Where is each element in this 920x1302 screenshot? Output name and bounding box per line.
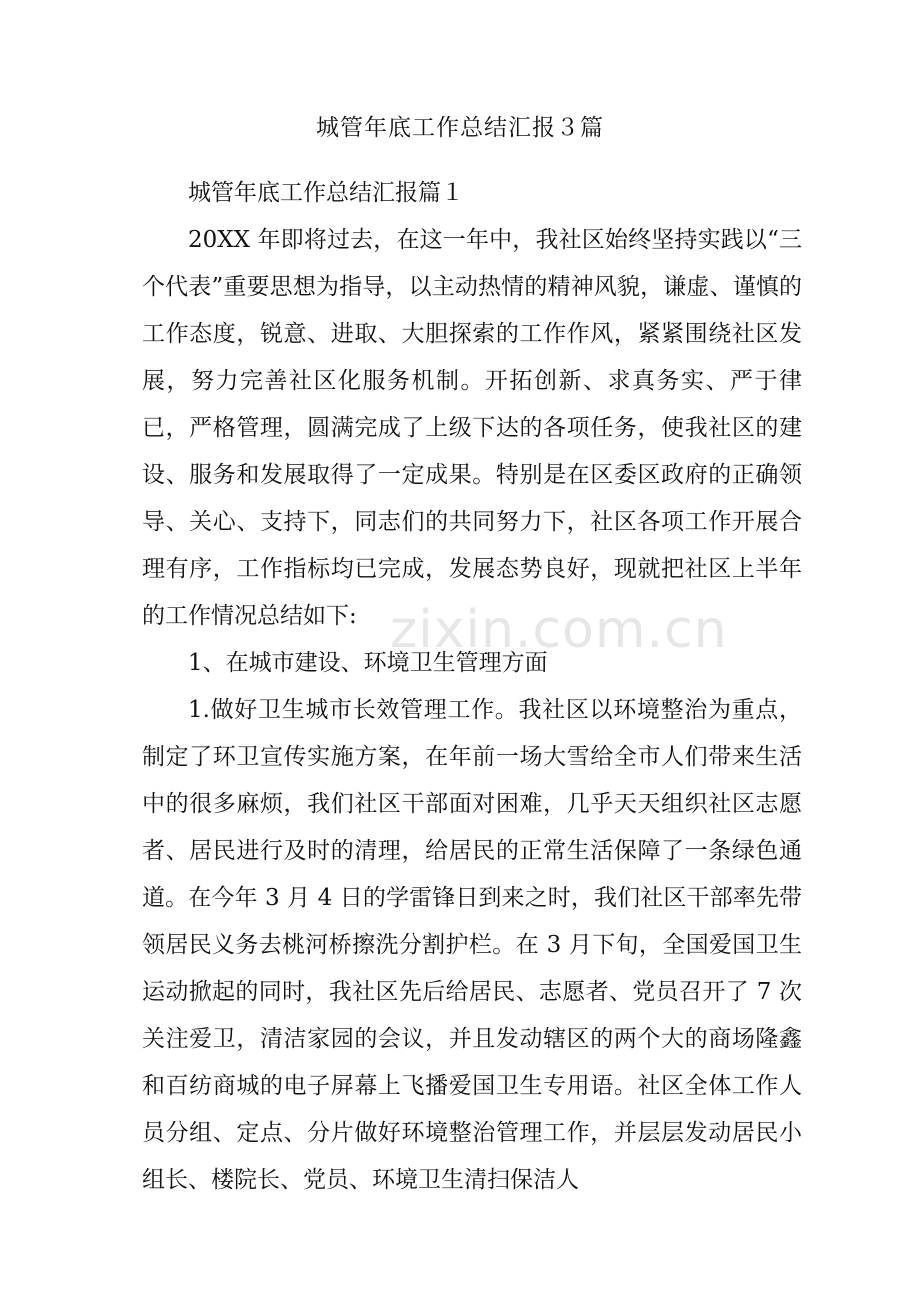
- paragraph-sanitation: 1.做好卫生城市长效管理工作。我社区以环境整治为重点，制定了环卫宣传实施方案，在年前一场大雪给全市人们带来生活中的很多麻烦，我们社区干部面对困难，几乎天天组织社区志愿者、居民进行及时的清理，给居民的正常生活保障了一条绿色通道。在今年 3 月 4 日的学雷锋日到来之时，我们社区干部率先带领居民义务去桃河桥擦洗分割护栏。在 3 月下旬，全国爱国卫生运动掀起的同时，我社区先后给居民、志愿者、党员召开了 7 次关注爱卫，清洁家园的会议，并且发动辖区的两个大的商场隆鑫和百纺商城的电子屏幕上飞播爱国卫生专用语。社区全体工作人员分组、定点、分片做好环境整治管理工作，并层层发动居民小组长、楼院长、党员、环境卫生清扫保洁人: [142, 697, 802, 1193]
- paragraph-intro: 20XX 年即将过去，在这一年中，我社区始终坚持实践以“三个代表”重要思想为指导，以主动热情的精神风貌，谦虚、谨慎的工作态度，锐意、进取、大胆探索的工作作风，紧紧围绕社区发展，努力完善社区化服务机制。开拓创新、求真务实、严于律已，严格管理，圆满完成了上级下达的各项任务，使我社区的建设、服务和发展取得了一定成果。特别是在区委区政府的正确领导、关心、支持下，同志们的共同努力下，社区各项工作开展合理有序，工作指标均已完成，发展态势良好，现就把社区上半年的工作情况总结如下:: [142, 227, 802, 629]
- paragraph-heading-1: 1、在城市建设、环境卫生管理方面: [188, 650, 548, 676]
- section-heading: 城管年底工作总结汇报篇１: [188, 180, 464, 206]
- document-body: [142, 170, 802, 1204]
- watermark: zixin.com.cn: [390, 600, 728, 660]
- document-title: 城管年底工作总结汇报３篇: [316, 115, 604, 141]
